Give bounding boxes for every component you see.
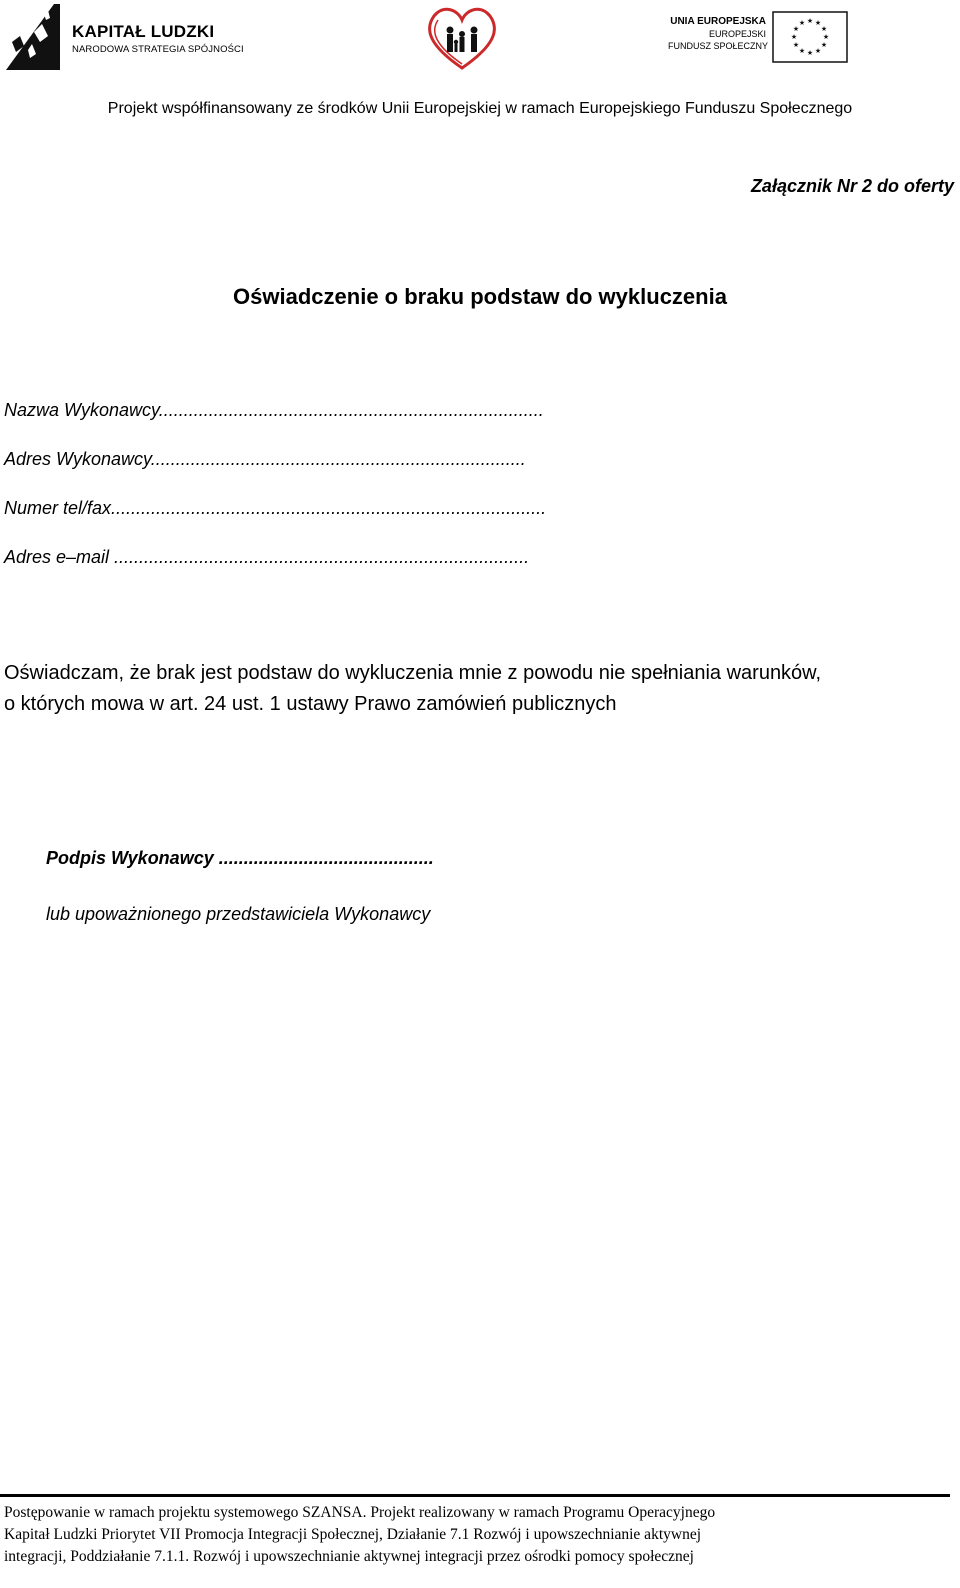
- document-title: Oświadczenie o braku podstaw do wykluczenia: [233, 284, 727, 309]
- svg-text:★: ★: [814, 19, 822, 27]
- kapital-ludzki-title: KAPITAŁ LUDZKI: [72, 22, 215, 41]
- cofinance-note: Projekt współfinansowany ze środków Unii Europejskiej w ramach Europejskiego Funduszu Społecznego: [107, 100, 853, 117]
- kapital-ludzki-logo: [4, 2, 244, 72]
- project-heart-logo: [420, 0, 504, 76]
- kapital-ludzki-subtitle: NARODOWA STRATEGIA SPÓJNOŚCI: [72, 44, 244, 55]
- svg-text:★: ★: [798, 19, 806, 27]
- kapital-ludzki-logo-icon: [4, 2, 66, 72]
- heart-family-logo-icon: [420, 0, 504, 76]
- svg-text:★: ★: [820, 41, 828, 49]
- footer-text: [4, 1502, 950, 1568]
- svg-text:★: ★: [820, 25, 828, 33]
- footer-line-3: integracji, Poddziałanie 7.1.1. Rozwój i upowszechnianie aktywnej integracji przez ośrodki pomocy społecznej: [4, 1548, 694, 1565]
- svg-text:★: ★: [806, 49, 814, 57]
- svg-text:★: ★: [792, 25, 800, 33]
- eu-line-2: EUROPEJSKI: [708, 29, 766, 39]
- contractor-name-field: Nazwa Wykonawcy.............................................................................: [4, 400, 544, 420]
- eu-flag-icon: [772, 11, 848, 63]
- svg-text:★: ★: [790, 33, 798, 41]
- footer-divider: [0, 1494, 950, 1497]
- footer-line-1: Postępowanie w ramach projektu systemowego SZANSA. Projekt realizowany w ramach Programu Operacyjnego: [4, 1504, 716, 1521]
- svg-text:★: ★: [814, 47, 822, 55]
- footer-line-2: Kapitał Ludzki Priorytet VII Promocja Integracji Społecznej, Działanie 7.1 Rozwój i upowszechnianie aktywnej: [4, 1526, 702, 1543]
- email-field: Adres e–mail ...................................................................................: [4, 547, 530, 567]
- signature-label: Podpis Wykonawcy ...........................................: [46, 848, 434, 868]
- eu-line-1: UNIA EUROPEJSKA: [670, 16, 766, 27]
- svg-text:★: ★: [822, 33, 830, 41]
- eu-logo-text: [668, 16, 769, 52]
- attachment-label: Załącznik Nr 2 do oferty: [750, 176, 954, 196]
- declaration-line-1: Oświadczam, że brak jest podstaw do wykluczenia mnie z powodu nie spełniania warunków,: [4, 662, 822, 684]
- svg-text:★: ★: [806, 17, 814, 25]
- svg-text:★: ★: [792, 41, 800, 49]
- declaration-line-2: o których mowa w art. 24 ust. 1 ustawy Prawo zamówień publicznych: [4, 693, 617, 715]
- eu-line-3: FUNDUSZ SPOŁECZNY: [668, 41, 769, 51]
- eu-logo: [664, 8, 854, 64]
- contractor-address-field: Adres Wykonawcy...........................................................................: [4, 449, 526, 469]
- signature-subtitle: lub upoważnionego przedstawiciela Wykonawcy: [46, 904, 431, 924]
- declaration-text: [4, 658, 954, 720]
- phone-fax-field: Numer tel/fax.......................................................................................: [4, 498, 547, 518]
- svg-text:★: ★: [798, 47, 806, 55]
